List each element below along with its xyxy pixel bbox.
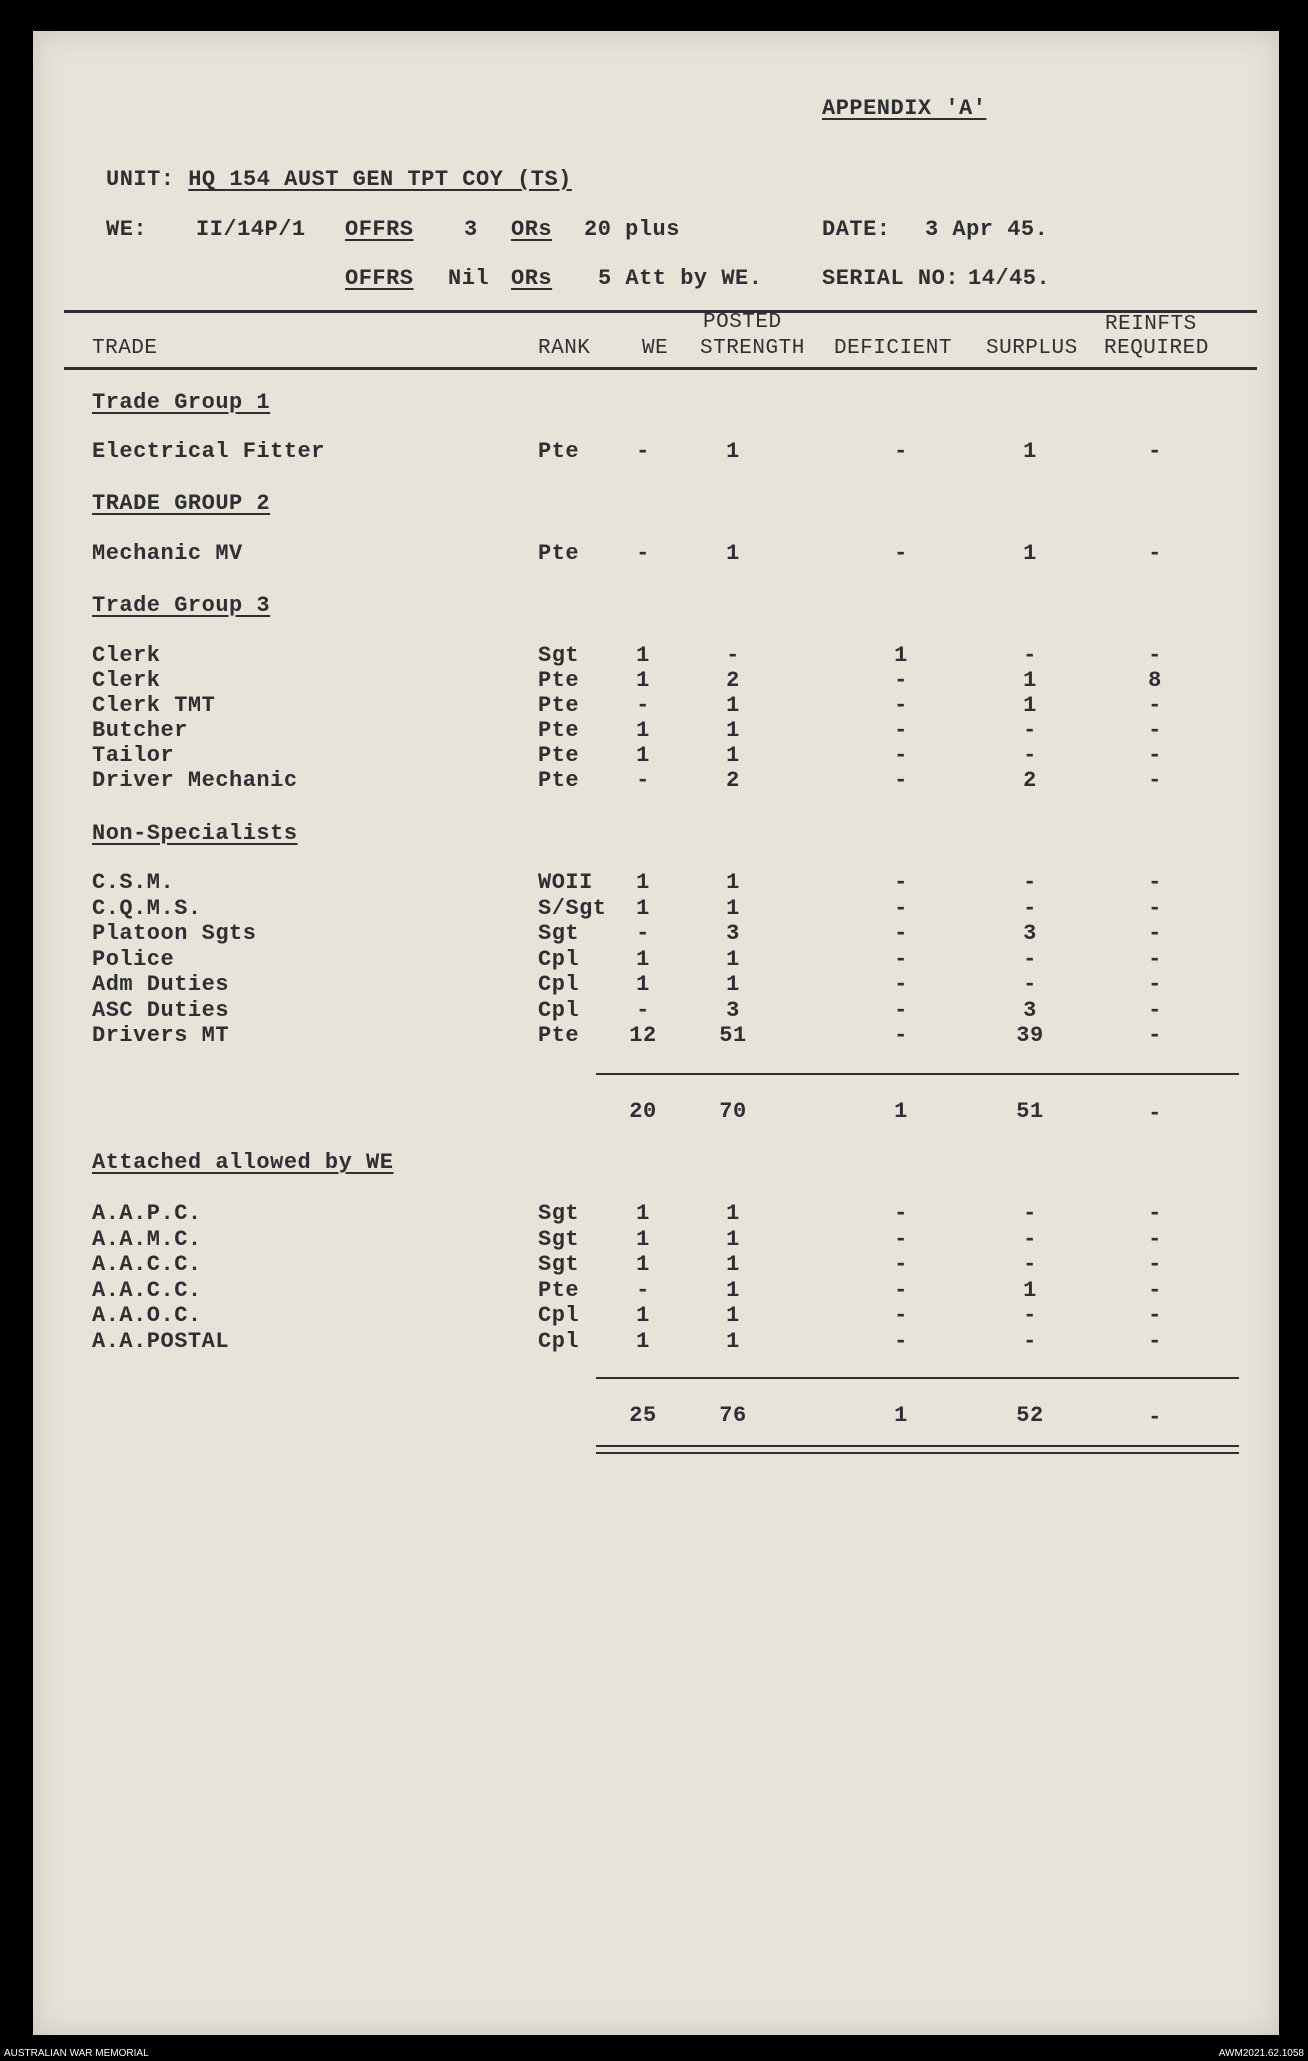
cell-rank: Pte <box>538 743 580 768</box>
cell-deficient: - <box>894 921 908 946</box>
ors-label-1: ORs <box>511 217 553 242</box>
cell-deficient: - <box>894 668 908 693</box>
cell-trade: Adm Duties <box>92 972 230 997</box>
cell-rank: WOII <box>538 870 593 895</box>
cell-reinfts: - <box>1148 1023 1162 1048</box>
cell-posted: 1 <box>726 1277 740 1303</box>
cell-reinfts: - <box>1148 768 1162 793</box>
unit-value: HQ 154 AUST GEN TPT COY (TS) <box>188 167 572 192</box>
cell-we: 1 <box>636 668 650 693</box>
cell-rank: Pte <box>538 693 580 718</box>
cell-reinfts: - <box>1148 693 1162 718</box>
cell-reinfts: - <box>1148 541 1162 566</box>
date-label: DATE: <box>822 217 891 242</box>
cell-surplus: - <box>1023 1328 1037 1354</box>
cell-reinfts: - <box>1148 870 1162 895</box>
cell-reinfts: - <box>1148 439 1162 464</box>
col-reinfts-top: REINFTS <box>1105 313 1197 336</box>
col-we: WE <box>642 337 669 360</box>
cell-we: 1 <box>636 1303 650 1328</box>
we-label: WE: <box>106 217 148 242</box>
total-reinfts: - <box>1148 1405 1162 1430</box>
cell-deficient: - <box>894 1303 908 1328</box>
subtotal-deficient: 1 <box>894 1099 908 1124</box>
cell-posted: 1 <box>726 972 740 997</box>
cell-surplus: - <box>1023 718 1037 743</box>
cell-we: - <box>636 768 650 793</box>
cell-posted: 51 <box>719 1023 747 1048</box>
cell-posted: 1 <box>726 541 740 566</box>
cell-rank: Cpl <box>538 1303 580 1328</box>
cell-deficient: - <box>894 1201 908 1226</box>
cell-deficient: - <box>894 972 908 997</box>
cell-we: - <box>636 1277 650 1303</box>
offrs-value-1: 3 <box>464 217 478 242</box>
header-bottom-rule <box>64 367 1257 370</box>
cell-we: 1 <box>636 895 650 921</box>
cell-we: 1 <box>636 972 650 997</box>
cell-surplus: 1 <box>1023 693 1037 718</box>
serial-value: 14/45. <box>968 266 1051 291</box>
cell-trade: Driver Mechanic <box>92 768 298 793</box>
cell-posted: 1 <box>726 1328 740 1354</box>
cell-posted: 1 <box>726 439 740 464</box>
cell-rank: Sgt <box>538 1252 580 1277</box>
cell-we: 1 <box>636 1328 650 1354</box>
col-trade: TRADE <box>92 337 158 360</box>
subtotal-rule <box>596 1073 1239 1075</box>
cell-surplus: 39 <box>1016 1023 1044 1048</box>
footer-credit: AUSTRALIAN WAR MEMORIAL <box>4 2048 149 2059</box>
cell-reinfts: - <box>1148 1201 1162 1226</box>
cell-deficient: - <box>894 439 908 464</box>
cell-deficient: - <box>894 718 908 743</box>
cell-surplus: - <box>1023 1303 1037 1328</box>
cell-posted: 3 <box>726 997 740 1023</box>
cell-rank: Sgt <box>538 921 580 946</box>
cell-reinfts: - <box>1148 895 1162 921</box>
cell-rank: Cpl <box>538 972 580 997</box>
col-rank: RANK <box>538 337 591 360</box>
cell-posted: 1 <box>726 895 740 921</box>
cell-trade: Butcher <box>92 718 188 743</box>
cell-deficient: - <box>894 1277 908 1303</box>
cell-surplus: - <box>1023 946 1037 972</box>
cell-trade: A.A.M.C. <box>92 1226 202 1252</box>
total-surplus: 52 <box>1016 1403 1044 1428</box>
cell-surplus: - <box>1023 1201 1037 1226</box>
cell-deficient: - <box>894 768 908 793</box>
cell-posted: 2 <box>726 668 740 693</box>
cell-rank: Sgt <box>538 643 580 668</box>
cell-posted: 1 <box>726 1201 740 1226</box>
cell-reinfts: - <box>1148 1226 1162 1252</box>
cell-rank: Pte <box>538 768 580 793</box>
ors-label-2: ORs <box>511 266 553 291</box>
appendix-title: APPENDIX 'A' <box>822 96 987 121</box>
col-posted-top: POSTED <box>703 311 782 334</box>
cell-trade: Electrical Fitter <box>92 439 325 464</box>
cell-trade: Mechanic MV <box>92 541 243 566</box>
cell-surplus: 1 <box>1023 1277 1037 1303</box>
section-title: Non-Specialists <box>92 821 298 846</box>
col-posted-bottom: STRENGTH <box>700 337 805 360</box>
cell-reinfts: - <box>1148 946 1162 972</box>
cell-we: - <box>636 541 650 566</box>
cell-trade: Clerk <box>92 668 161 693</box>
header-top-rule <box>64 310 1257 313</box>
cell-we: - <box>636 693 650 718</box>
col-reinfts-bottom: REQUIRED <box>1104 337 1209 360</box>
cell-surplus: 1 <box>1023 439 1037 464</box>
cell-posted: - <box>726 643 740 668</box>
cell-reinfts: - <box>1148 643 1162 668</box>
total-deficient: 1 <box>894 1403 908 1428</box>
ors-value-1: 20 plus <box>584 217 680 242</box>
cell-we: 1 <box>636 1226 650 1252</box>
cell-we: 1 <box>636 870 650 895</box>
cell-deficient: - <box>894 1252 908 1277</box>
cell-rank: Pte <box>538 1023 580 1048</box>
cell-rank: S/Sgt <box>538 895 607 921</box>
cell-trade: ASC Duties <box>92 997 230 1023</box>
total-double-rule-1 <box>596 1445 1239 1447</box>
ors-value-2: 5 Att by WE. <box>598 266 763 291</box>
total-we: 25 <box>629 1403 657 1428</box>
cell-rank: Pte <box>538 668 580 693</box>
cell-rank: Pte <box>538 541 580 566</box>
cell-we: 1 <box>636 743 650 768</box>
cell-we: - <box>636 997 650 1023</box>
cell-trade: Clerk TMT <box>92 693 216 718</box>
cell-surplus: 1 <box>1023 668 1037 693</box>
cell-deficient: 1 <box>894 643 908 668</box>
cell-reinfts: - <box>1148 1303 1162 1328</box>
subtotal-surplus: 51 <box>1016 1099 1044 1124</box>
cell-trade: A.A.POSTAL <box>92 1328 230 1354</box>
cell-reinfts: - <box>1148 718 1162 743</box>
cell-rank: Sgt <box>538 1201 580 1226</box>
cell-we: - <box>636 439 650 464</box>
total-rule <box>596 1377 1239 1379</box>
cell-deficient: - <box>894 1226 908 1252</box>
col-deficient: DEFICIENT <box>834 337 952 360</box>
cell-trade: Clerk <box>92 643 161 668</box>
cell-posted: 1 <box>726 743 740 768</box>
cell-trade: C.Q.M.S. <box>92 895 202 921</box>
cell-reinfts: - <box>1148 743 1162 768</box>
cell-trade: Platoon Sgts <box>92 921 257 946</box>
cell-reinfts: - <box>1148 921 1162 946</box>
subtotal-reinfts: - <box>1148 1101 1162 1126</box>
subtotal-posted: 70 <box>719 1099 747 1124</box>
cell-trade: A.A.P.C. <box>92 1201 202 1226</box>
cell-rank: Pte <box>538 718 580 743</box>
cell-posted: 1 <box>726 1303 740 1328</box>
cell-reinfts: - <box>1148 1277 1162 1303</box>
cell-we: 1 <box>636 1201 650 1226</box>
cell-we: 1 <box>636 718 650 743</box>
cell-surplus: 3 <box>1023 921 1037 946</box>
offrs-value-2: Nil <box>448 266 490 291</box>
cell-deficient: - <box>894 1023 908 1048</box>
cell-surplus: - <box>1023 895 1037 921</box>
cell-posted: 3 <box>726 921 740 946</box>
cell-reinfts: - <box>1148 972 1162 997</box>
cell-we: 12 <box>629 1023 657 1048</box>
subtotal-we: 20 <box>629 1099 657 1124</box>
cell-reinfts: - <box>1148 1328 1162 1354</box>
cell-trade: Police <box>92 946 175 972</box>
cell-rank: Cpl <box>538 997 580 1023</box>
section-title: Trade Group 3 <box>92 593 271 618</box>
cell-posted: 1 <box>726 718 740 743</box>
cell-we: 1 <box>636 643 650 668</box>
cell-deficient: - <box>894 895 908 921</box>
cell-reinfts: - <box>1148 997 1162 1023</box>
section-title: Attached allowed by WE <box>92 1150 394 1175</box>
cell-posted: 2 <box>726 768 740 793</box>
cell-we: 1 <box>636 1252 650 1277</box>
cell-rank: Pte <box>538 439 580 464</box>
unit-line: UNIT: HQ 154 AUST GEN TPT COY (TS) <box>106 167 572 192</box>
cell-deficient: - <box>894 693 908 718</box>
cell-posted: 1 <box>726 870 740 895</box>
total-double-rule-2 <box>596 1452 1239 1454</box>
cell-surplus: 3 <box>1023 997 1037 1023</box>
cell-deficient: - <box>894 997 908 1023</box>
cell-deficient: - <box>894 946 908 972</box>
cell-rank: Sgt <box>538 1226 580 1252</box>
cell-we: - <box>636 921 650 946</box>
col-surplus: SURPLUS <box>986 337 1078 360</box>
cell-deficient: - <box>894 743 908 768</box>
cell-trade: A.A.C.C. <box>92 1277 202 1303</box>
cell-deficient: - <box>894 870 908 895</box>
cell-posted: 1 <box>726 1252 740 1277</box>
cell-surplus: 1 <box>1023 541 1037 566</box>
cell-surplus: - <box>1023 870 1037 895</box>
cell-rank: Pte <box>538 1277 580 1303</box>
cell-surplus: - <box>1023 743 1037 768</box>
cell-rank: Cpl <box>538 946 580 972</box>
cell-rank: Cpl <box>538 1328 580 1354</box>
cell-surplus: - <box>1023 643 1037 668</box>
cell-surplus: 2 <box>1023 768 1037 793</box>
total-posted: 76 <box>719 1403 747 1428</box>
cell-posted: 1 <box>726 1226 740 1252</box>
cell-trade: A.A.C.C. <box>92 1252 202 1277</box>
cell-trade: Drivers MT <box>92 1023 230 1048</box>
cell-trade: C.S.M. <box>92 870 175 895</box>
serial-label: SERIAL NO: <box>822 266 960 291</box>
cell-reinfts: - <box>1148 1252 1162 1277</box>
cell-we: 1 <box>636 946 650 972</box>
cell-surplus: - <box>1023 1226 1037 1252</box>
cell-posted: 1 <box>726 693 740 718</box>
footer-accession: AWM2021.62.1058 <box>1218 2048 1304 2059</box>
cell-deficient: - <box>894 541 908 566</box>
cell-trade: Tailor <box>92 743 175 768</box>
offrs-label-1: OFFRS <box>345 217 414 242</box>
date-value: 3 Apr 45. <box>925 217 1049 242</box>
cell-deficient: - <box>894 1328 908 1354</box>
section-title: Trade Group 1 <box>92 390 271 415</box>
section-title: TRADE GROUP 2 <box>92 491 271 516</box>
offrs-label-2: OFFRS <box>345 266 414 291</box>
cell-trade: A.A.O.C. <box>92 1303 202 1328</box>
cell-reinfts: 8 <box>1148 668 1162 693</box>
cell-surplus: - <box>1023 1252 1037 1277</box>
cell-posted: 1 <box>726 946 740 972</box>
cell-surplus: - <box>1023 972 1037 997</box>
we-value: II/14P/1 <box>196 217 306 242</box>
